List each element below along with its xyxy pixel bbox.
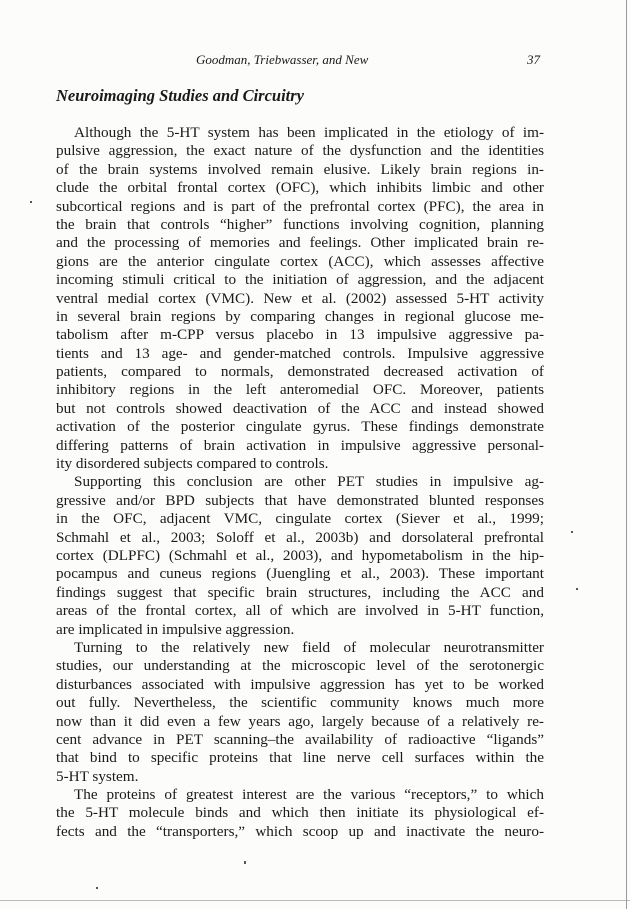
text-line: ventral medial cortex (VMC). New et al. (2002) assessed 5-HT activity [56, 289, 544, 307]
text-line: but not controls showed deactivation of the ACC and instead showed [56, 399, 544, 417]
running-head [56, 52, 544, 70]
text-line: Supporting this conclusion are other PET studies in impulsive ag- [74, 473, 544, 491]
text-line: Turning to the relatively new field of molecular neurotransmitter [74, 638, 544, 656]
text-line: Although the 5-HT system has been implicated in the etiology of im- [74, 124, 544, 141]
text-line: inhibitory regions in the left anteromedial OFC. Moreover, patients [56, 381, 544, 399]
text-line: the brain that controls “higher” functions involving cognition, planning [56, 215, 544, 233]
text-line: pocampus and cuneus regions (Juengling et al., 2003). These important [56, 565, 544, 583]
text-line: patients, compared to normals, demonstrated decreased activation of [56, 363, 544, 381]
text-line: findings suggest that specific brain structures, including the ACC and [56, 583, 544, 601]
text-line: areas of the frontal cortex, all of which are involved in 5-HT function, [56, 602, 544, 620]
scan-speck [571, 531, 573, 533]
text-line: the 5-HT molecule binds and which then initiate its physiological ef- [56, 804, 544, 822]
text-line: tabolism after m-CPP versus placebo in 13 impulsive aggressive pa- [56, 326, 544, 344]
section-heading: Neuroimaging Studies and Circuitry [56, 86, 305, 105]
text-line: Schmahl et al., 2003; Soloff et al., 2003b) and dorsolateral prefrontal [56, 528, 544, 546]
text-line: clude the orbital frontal cortex (OFC), which inhibits limbic and other [56, 179, 544, 197]
text-line: tients and 13 age- and gender-matched controls. Impulsive aggressive [56, 344, 544, 362]
text-line: cent advance in PET scanning–the availability of radioactive “ligands” [56, 730, 544, 748]
scan-speck [96, 887, 98, 889]
body-text [56, 124, 544, 841]
text-line: that bind to specific proteins that line nerve cell surfaces within the [56, 749, 544, 767]
text-line: in the OFC, adjacent VMC, cingulate cortex (Siever et al., 1999; [56, 510, 544, 528]
text-line: cortex (DLPFC) (Schmahl et al., 2003), and hypometabolism in the hip- [56, 546, 544, 564]
text-line: studies, our understanding at the microscopic level of the serotonergic [56, 657, 544, 675]
scan-speck [30, 201, 32, 203]
scan-speck [576, 588, 578, 590]
running-head-authors: Goodman, Triebwasser, and New [196, 52, 369, 67]
text-line: ity disordered subjects compared to controls. [56, 455, 329, 473]
text-line: The proteins of greatest interest are the various “receptors,” to which [74, 786, 544, 804]
text-line: gions are the anterior cingulate cortex (ACC), which assesses affective [56, 252, 544, 270]
text-line: pulsive aggression, the exact nature of the dysfunction and the identities [56, 142, 544, 160]
text-line: gressive and/or BPD subjects that have demonstrated blunted responses [56, 491, 544, 509]
text-line: disturbances associated with impulsive aggression has yet to be worked [56, 675, 544, 693]
text-line: fects and the “transporters,” which scoop up and inactivate the neuro- [56, 822, 544, 840]
text-line: are implicated in impulsive aggression. [56, 620, 295, 638]
text-line: 5-HT system. [56, 767, 139, 785]
scan-edge-bottom [0, 900, 630, 901]
text-line: incoming stimuli critical to the initiation of aggression, and the adjacent [56, 271, 544, 289]
scan-speck [244, 861, 246, 864]
text-line: out fully. Nevertheless, the scientific community knows much more [56, 694, 544, 712]
text-line: and the processing of memories and feelings. Other implicated brain re- [56, 234, 544, 252]
text-line: subcortical regions and is part of the prefrontal cortex (PFC), the area in [56, 197, 544, 215]
text-line: of the brain systems involved remain elusive. Likely brain regions in- [56, 160, 544, 178]
text-line: differing patterns of brain activation in impulsive aggressive personal- [56, 436, 544, 454]
text-line: in several brain regions by comparing changes in regional glucose me- [56, 307, 544, 325]
text-line: now than it did even a few years ago, largely because of a relatively re- [56, 712, 544, 730]
page-number: 37 [527, 52, 540, 67]
text-line: activation of the posterior cingulate gyrus. These findings demonstrate [56, 418, 544, 436]
scan-edge-right [626, 0, 627, 909]
